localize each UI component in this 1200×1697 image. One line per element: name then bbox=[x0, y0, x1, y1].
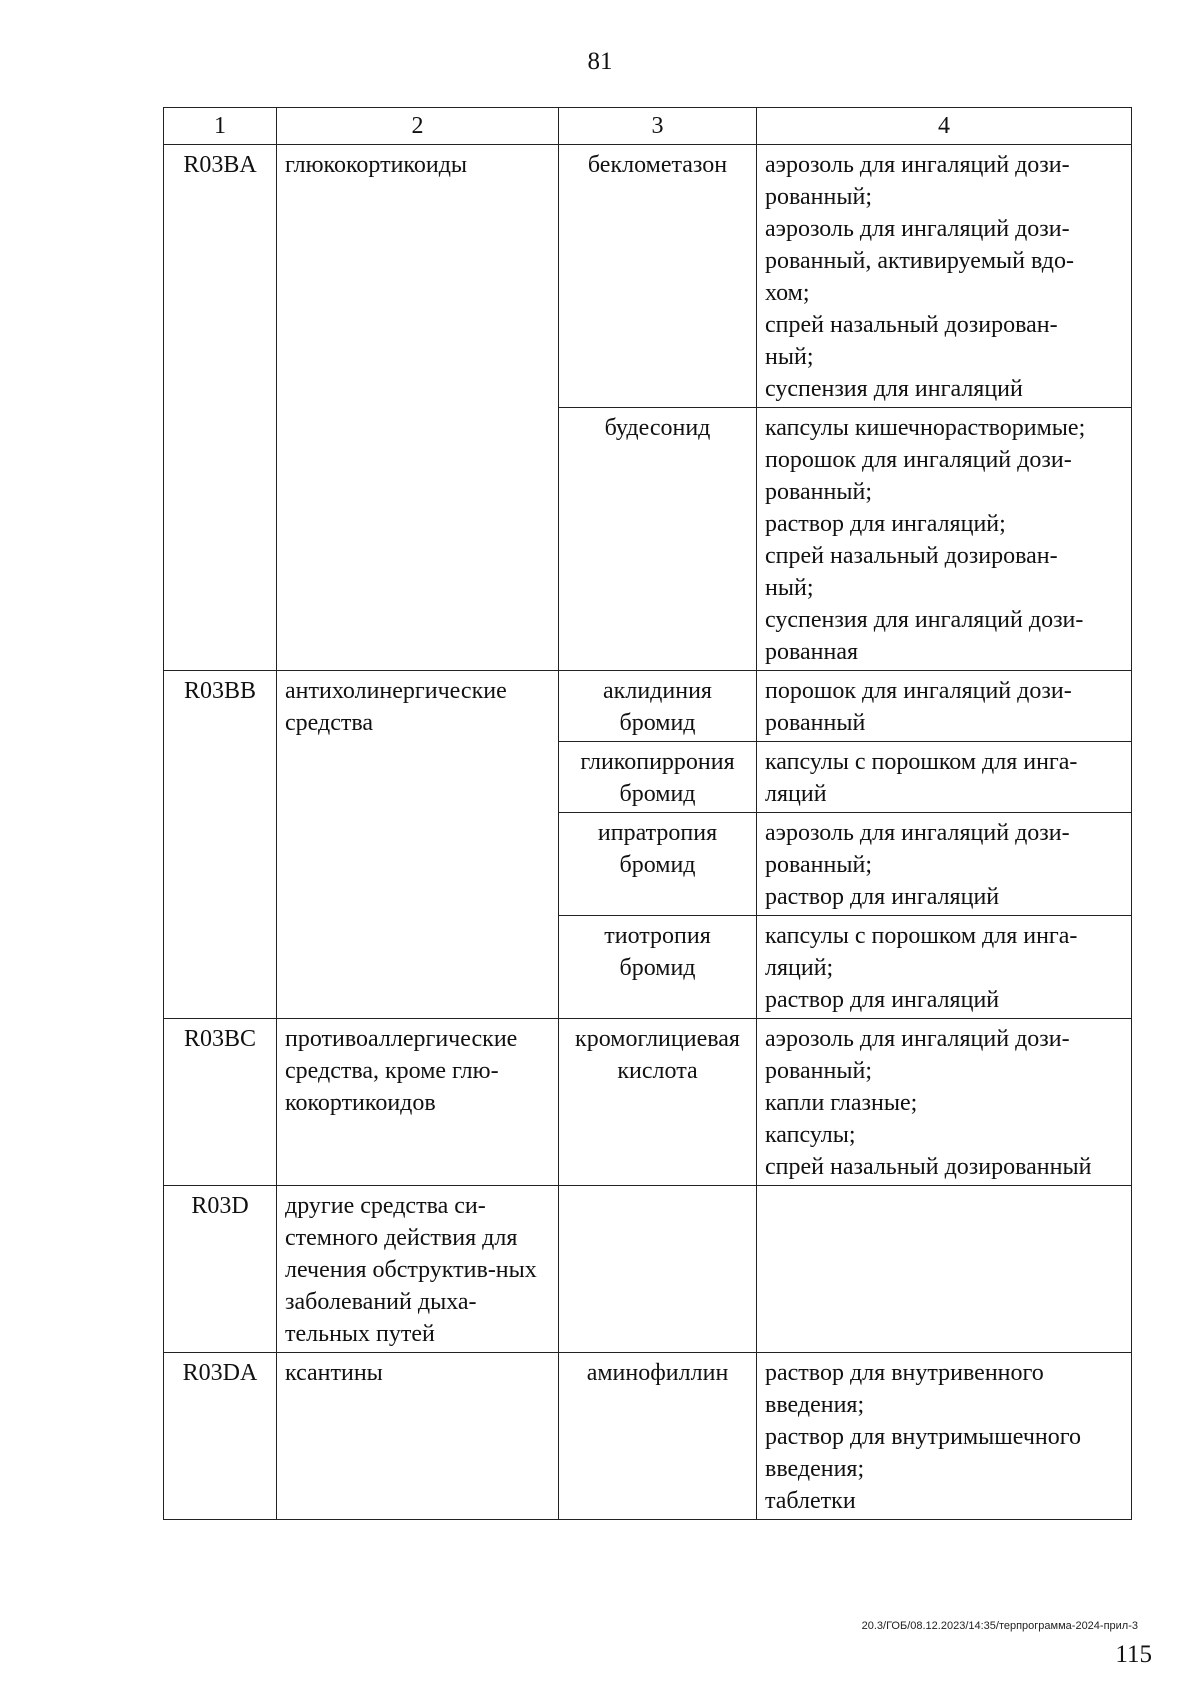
substance-cell bbox=[559, 1186, 757, 1353]
dosage-form-line: введения; bbox=[765, 1456, 865, 1482]
dosage-form-line: раствор для ингаляций bbox=[765, 884, 1000, 910]
group-name-cell: другие средства си-стемного действия для лечения обструктив-ных заболеваний дыха-тельных путей bbox=[277, 1186, 559, 1353]
column-header: 4 bbox=[757, 108, 1132, 145]
table-row bbox=[164, 145, 1132, 408]
dosage-forms-cell bbox=[757, 1353, 1132, 1520]
group-name-cell: ксантины bbox=[277, 1353, 559, 1520]
dosage-form-line: аэрозоль для ингаляций дози- bbox=[765, 216, 1070, 242]
dosage-form-line: капсулы с порошком для инга- bbox=[765, 923, 1078, 949]
dosage-form-line: аэрозоль для ингаляций дози- bbox=[765, 1026, 1070, 1052]
substance-cell: тиотропия бромид bbox=[559, 916, 757, 1019]
dosage-form-line: аэрозоль для ингаляций дози- bbox=[765, 152, 1070, 178]
dosage-form-line: порошок для ингаляций дози- bbox=[765, 447, 1072, 473]
dosage-form-line: аэрозоль для ингаляций дози- bbox=[765, 820, 1070, 846]
dosage-forms-cell bbox=[757, 916, 1132, 1019]
dosage-form-line: спрей назальный дозирован- bbox=[765, 312, 1058, 338]
table-row bbox=[164, 1019, 1132, 1186]
table-row bbox=[164, 1186, 1132, 1353]
dosage-forms-cell bbox=[757, 408, 1132, 671]
column-header: 3 bbox=[559, 108, 757, 145]
dosage-form-line: капли глазные; bbox=[765, 1090, 918, 1116]
dosage-forms-cell bbox=[757, 671, 1132, 742]
substance-cell: аминофиллин bbox=[559, 1353, 757, 1520]
footer-page-number: 115 bbox=[1115, 1641, 1152, 1668]
substance-cell: аклидиния бромид bbox=[559, 671, 757, 742]
dosage-form-line: хом; bbox=[765, 280, 810, 306]
atc-code-cell: R03BB bbox=[164, 671, 277, 1019]
column-header: 1 bbox=[164, 108, 277, 145]
atc-code-cell: R03D bbox=[164, 1186, 277, 1353]
dosage-forms-cell bbox=[757, 145, 1132, 408]
page-number: 81 bbox=[587, 48, 613, 75]
dosage-form-line: спрей назальный дозирован- bbox=[765, 543, 1058, 569]
dosage-form-line: раствор для внутривенного bbox=[765, 1360, 1044, 1386]
group-name-cell: антихолинергические средства bbox=[277, 671, 559, 1019]
dosage-form-line: ляций bbox=[765, 781, 827, 807]
dosage-form-line: рованный; bbox=[765, 479, 872, 505]
dosage-forms-cell bbox=[757, 1186, 1132, 1353]
dosage-form-line: капсулы; bbox=[765, 1122, 856, 1148]
dosage-form-line: порошок для ингаляций дози- bbox=[765, 678, 1072, 704]
dosage-form-line: введения; bbox=[765, 1392, 865, 1418]
dosage-form-line: капсулы с порошком для инга- bbox=[765, 749, 1078, 775]
group-name-cell: глюкокортикоиды bbox=[277, 145, 559, 671]
dosage-form-line: раствор для ингаляций bbox=[765, 987, 1000, 1013]
dosage-form-line: раствор для ингаляций; bbox=[765, 511, 1006, 537]
atc-code-cell: R03DA bbox=[164, 1353, 277, 1520]
substance-cell: будесонид bbox=[559, 408, 757, 671]
dosage-forms-cell bbox=[757, 813, 1132, 916]
dosage-form-line: таблетки bbox=[765, 1488, 856, 1514]
dosage-form-line: рованный; bbox=[765, 852, 872, 878]
substance-cell: кромоглициевая кислота bbox=[559, 1019, 757, 1186]
dosage-form-line: ный; bbox=[765, 575, 814, 601]
substance-cell: гликопиррония бромид bbox=[559, 742, 757, 813]
document-stamp: 20.3/ГОБ/08.12.2023/14:35/терпрограмма-2024-прил-3 bbox=[861, 1620, 1138, 1632]
table-row bbox=[164, 671, 1132, 742]
dosage-form-line: рованный, активируемый вдо- bbox=[765, 248, 1074, 274]
dosage-form-line: рованная bbox=[765, 639, 859, 665]
dosage-form-line: суспензия для ингаляций bbox=[765, 376, 1023, 402]
dosage-form-line: рованный bbox=[765, 710, 866, 736]
dosage-form-line: рованный; bbox=[765, 184, 872, 210]
atc-code-cell: R03BA bbox=[164, 145, 277, 671]
column-header: 2 bbox=[277, 108, 559, 145]
dosage-form-line: спрей назальный дозированный bbox=[765, 1154, 1092, 1180]
header-row bbox=[164, 108, 1132, 145]
group-name-cell: противоаллергические средства, кроме глю-кокортикоидов bbox=[277, 1019, 559, 1186]
drug-table bbox=[163, 107, 1132, 1520]
table-body bbox=[164, 145, 1132, 1520]
table-row bbox=[164, 1353, 1132, 1520]
dosage-form-line: рованный; bbox=[765, 1058, 872, 1084]
dosage-form-line: раствор для внутримышечного bbox=[765, 1424, 1081, 1450]
atc-code-cell: R03BC bbox=[164, 1019, 277, 1186]
dosage-forms-cell bbox=[757, 1019, 1132, 1186]
dosage-form-line: ный; bbox=[765, 344, 814, 370]
dosage-form-line: суспензия для ингаляций дози- bbox=[765, 607, 1084, 633]
dosage-form-line: капсулы кишечнорастворимые; bbox=[765, 415, 1086, 441]
substance-cell: беклометазон bbox=[559, 145, 757, 408]
dosage-forms-cell bbox=[757, 742, 1132, 813]
substance-cell: ипратропия бромид bbox=[559, 813, 757, 916]
dosage-form-line: ляций; bbox=[765, 955, 834, 981]
